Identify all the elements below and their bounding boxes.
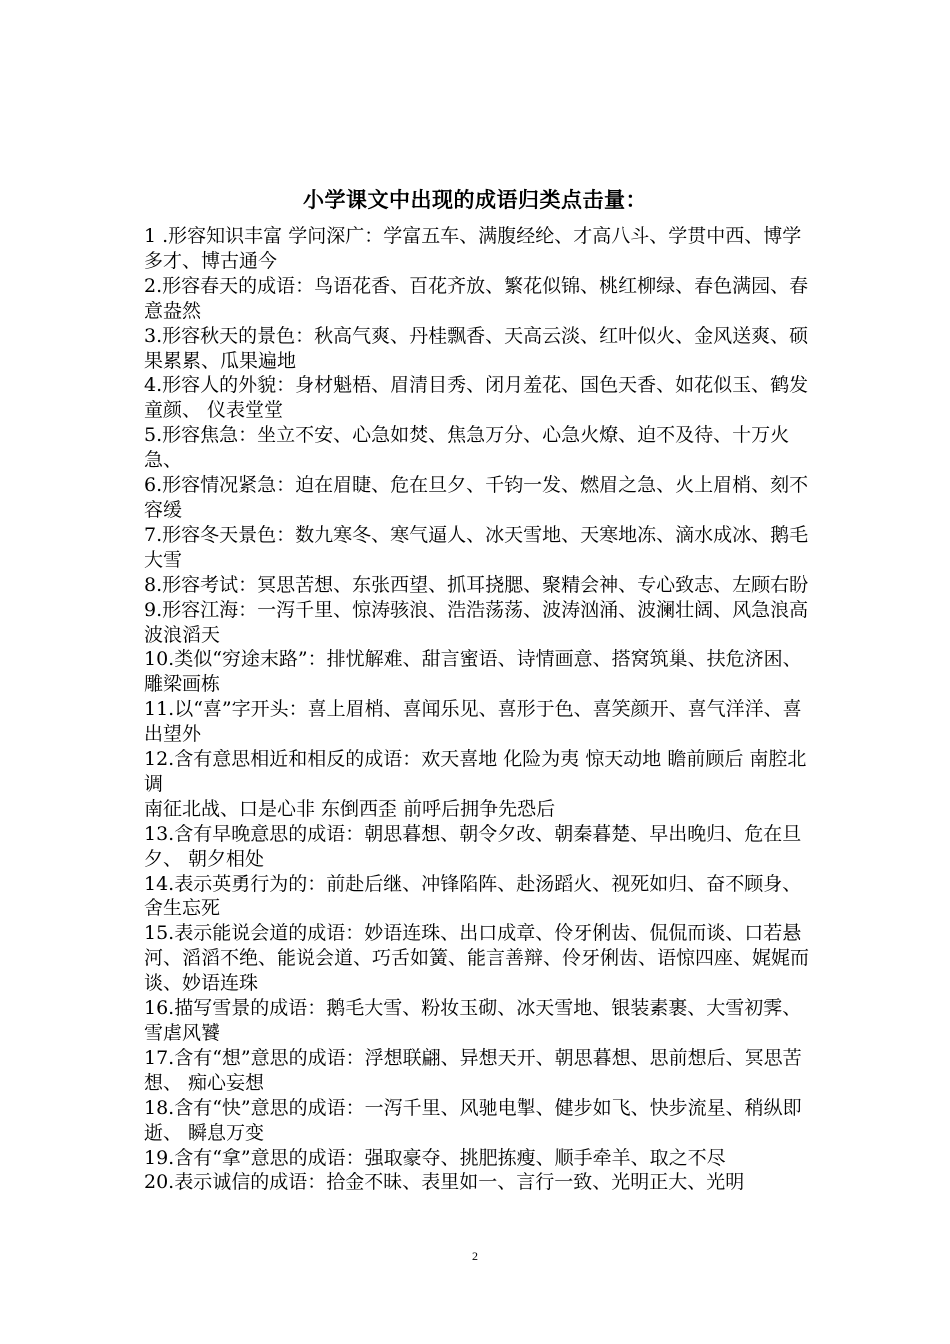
list-item: 10.类似“穷途末路”：排忧解难、甜言蜜语、诗情画意、搭窝筑巢、扶危济困、雕梁画栋 — [144, 648, 802, 696]
list-item: 16.描写雪景的成语：鹅毛大雪、粉妆玉砌、冰天雪地、银装素裹、大雪初霁、雪虐风饕 — [144, 997, 802, 1044]
list-item: 3.形容秋天的景色：秋高气爽、丹桂飘香、天高云淡、红叶似火、金风送爽、硕果累累、瓜果遍地 — [144, 324, 809, 372]
list-item: 18.含有“快”意思的成语：一泻千里、风驰电掣、健步如飞、快步流星、稍纵即逝、 瞬息万变 — [144, 1096, 802, 1144]
list-item: 15.表示能说会道的成语：妙语连珠、出口成章、伶牙俐齿、侃侃而谈、口若悬河、滔滔不绝、能说会道、巧舌如簧、能言善辩、伶牙俐齿、语惊四座、娓娓而谈、妙语连珠 — [144, 922, 810, 995]
list-item: 4.形容人的外貌：身材魁梧、眉清目秀、闭月羞花、国色天香、如花似玉、鹤发童颜、 仪表堂堂 — [144, 374, 809, 422]
list-item: 12.含有意思相近和相反的成语：欢天喜地 化险为夷 惊天动地 瞻前顾后 南腔北调 — [144, 748, 807, 795]
list-item: 7.形容冬天景色：数九寒冬、寒气逼人、冰天雪地、天寒地冻、滴水成冰、鹅毛大雪 — [144, 523, 809, 571]
idiom-list — [144, 224, 820, 1195]
list-item: 14.表示英勇行为的：前赴后继、冲锋陷阵、赴汤蹈火、视死如归、奋不顾身、舍生忘死 — [144, 872, 802, 920]
list-item: 11.以“喜”字开头：喜上眉梢、喜闻乐见、喜形于色、喜笑颜开、喜气洋洋、喜出望外 — [144, 698, 802, 746]
list-item: 13.含有早晚意思的成语：朝思暮想、朝令夕改、朝秦暮楚、早出晚归、危在旦夕、 朝夕相处 — [144, 822, 802, 870]
document-title: 小学课文中出现的成语归类点击量： — [303, 187, 647, 212]
list-item: 20.表示诚信的成语：拾金不昧、表里如一、言行一致、光明正大、光明 — [144, 1171, 745, 1194]
list-item: 1 .形容知识丰富 学问深广：学富五车、满腹经纶、才高八斗、学贯中西、博学多才、博古通今 — [144, 225, 802, 272]
page-number: 2 — [472, 1249, 478, 1263]
list-item: 南征北战、口是心非 东倒西歪 前呼后拥争先恐后 — [144, 797, 556, 820]
list-item: 5.形容焦急：坐立不安、心急如焚、焦急万分、心急火燎、迫不及待、十万火急、 — [144, 424, 790, 472]
list-item: 8.形容考试：冥思苦想、东张西望、抓耳挠腮、聚精会神、专心致志、左顾右盼 — [144, 573, 809, 596]
list-item: 9.形容江海：一泻千里、惊涛骇浪、浩浩荡荡、波涛汹涌、波澜壮阔、风急浪高 波浪滔天 — [144, 598, 809, 646]
list-item: 2.形容春天的成语：鸟语花香、百花齐放、繁花似锦、桃红柳绿、春色满园、春意盎然 — [144, 274, 809, 322]
list-item: 17.含有“想”意思的成语：浮想联翩、异想天开、朝思暮想、思前想后、冥思苦想、 痴心妄想 — [144, 1046, 802, 1094]
list-item: 19.含有“拿”意思的成语：强取豪夺、挑肥拣瘦、顺手牵羊、取之不尽 — [144, 1146, 726, 1169]
list-item: 6.形容情况紧急：迫在眉睫、危在旦夕、千钧一发、燃眉之急、火上眉梢、刻不容缓 — [144, 474, 809, 521]
